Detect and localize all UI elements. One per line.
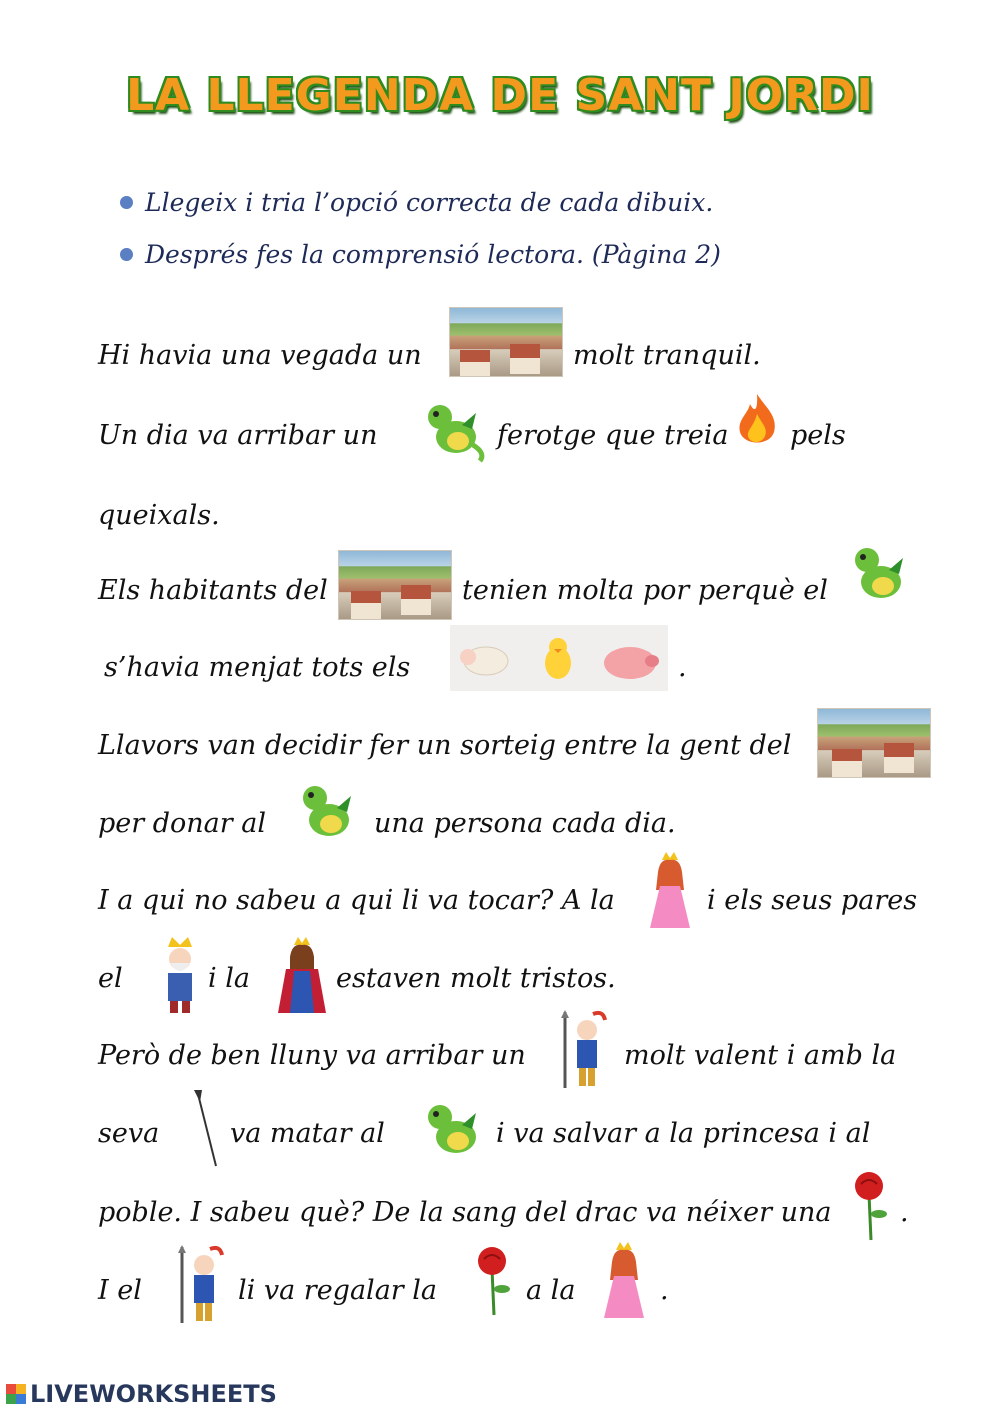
instruction-2 [120, 240, 721, 269]
story-line: poble. I sabeu què? De la sang del drac va néixer una [98, 1197, 832, 1228]
story-line: Un dia va arribar un [98, 420, 378, 451]
bullet-icon [120, 248, 133, 261]
story-line: I el [98, 1275, 142, 1306]
story-line: pels [790, 420, 846, 451]
rose-icon[interactable] [468, 1245, 516, 1317]
village-picture[interactable] [338, 550, 452, 620]
farm-animals-picture[interactable] [450, 625, 668, 691]
story-line: seva [98, 1118, 160, 1149]
village-picture[interactable] [817, 708, 931, 778]
rose-icon[interactable] [845, 1170, 893, 1242]
story-line: Però de ben lluny va arribar un [98, 1040, 526, 1071]
knight-icon[interactable] [555, 1010, 615, 1090]
dragon-icon[interactable] [418, 1095, 488, 1165]
story-line: s’havia menjat tots els [104, 652, 411, 683]
story-line: molt tranquil. [573, 340, 761, 371]
story-line: i els seus pares [707, 885, 918, 916]
story-line: . [660, 1275, 669, 1306]
story-line: . [678, 652, 687, 683]
fire-icon[interactable] [732, 392, 782, 448]
village-picture[interactable] [449, 307, 563, 377]
story-line: el [98, 963, 123, 994]
story-line: Hi havia una vegada un [98, 340, 422, 371]
story-line: li va regalar la [238, 1275, 438, 1306]
queen-icon[interactable] [272, 935, 332, 1015]
princess-icon[interactable] [640, 850, 700, 930]
story-line: i la [208, 963, 250, 994]
story-line: I a qui no sabeu a qui li va tocar? A la [98, 885, 615, 916]
story-line: per donar al [98, 808, 266, 839]
story-line: ferotge que treia [497, 420, 729, 451]
story-line: . [900, 1197, 909, 1228]
story-line: una persona cada dia. [374, 808, 676, 839]
story-line: Els habitants del [98, 575, 328, 606]
instruction-text: Llegeix i tria l’opció correcta de cada dibuix. [145, 188, 714, 217]
footer-text: LIVEWORKSHEETS [30, 1380, 277, 1408]
princess-icon[interactable] [594, 1240, 654, 1320]
story-line: queixals. [98, 500, 220, 531]
dragon-icon[interactable] [293, 778, 363, 848]
king-icon[interactable] [150, 935, 210, 1015]
logo-icon [6, 1384, 26, 1404]
story-line: a la [526, 1275, 576, 1306]
story-line: i va salvar a la princesa i al [496, 1118, 871, 1149]
spear-icon[interactable] [192, 1088, 222, 1168]
knight-icon[interactable] [172, 1245, 232, 1325]
page-title: LA LLEGENDA DE SANT JORDI [126, 70, 874, 121]
instruction-text: Després fes la comprensió lectora. (Pàgina 2) [145, 240, 721, 269]
liveworksheets-logo [6, 1380, 277, 1408]
dragon-icon[interactable] [843, 540, 913, 610]
story-line: va matar al [230, 1118, 385, 1149]
story-line: tenien molta por perquè el [462, 575, 828, 606]
instruction-1 [120, 188, 713, 217]
story-line: estaven molt tristos. [336, 963, 616, 994]
dragon-icon[interactable] [418, 395, 488, 465]
bullet-icon [120, 196, 133, 209]
story-line: molt valent i amb la [624, 1040, 897, 1071]
story-line: Llavors van decidir fer un sorteig entre la gent del [98, 730, 792, 761]
